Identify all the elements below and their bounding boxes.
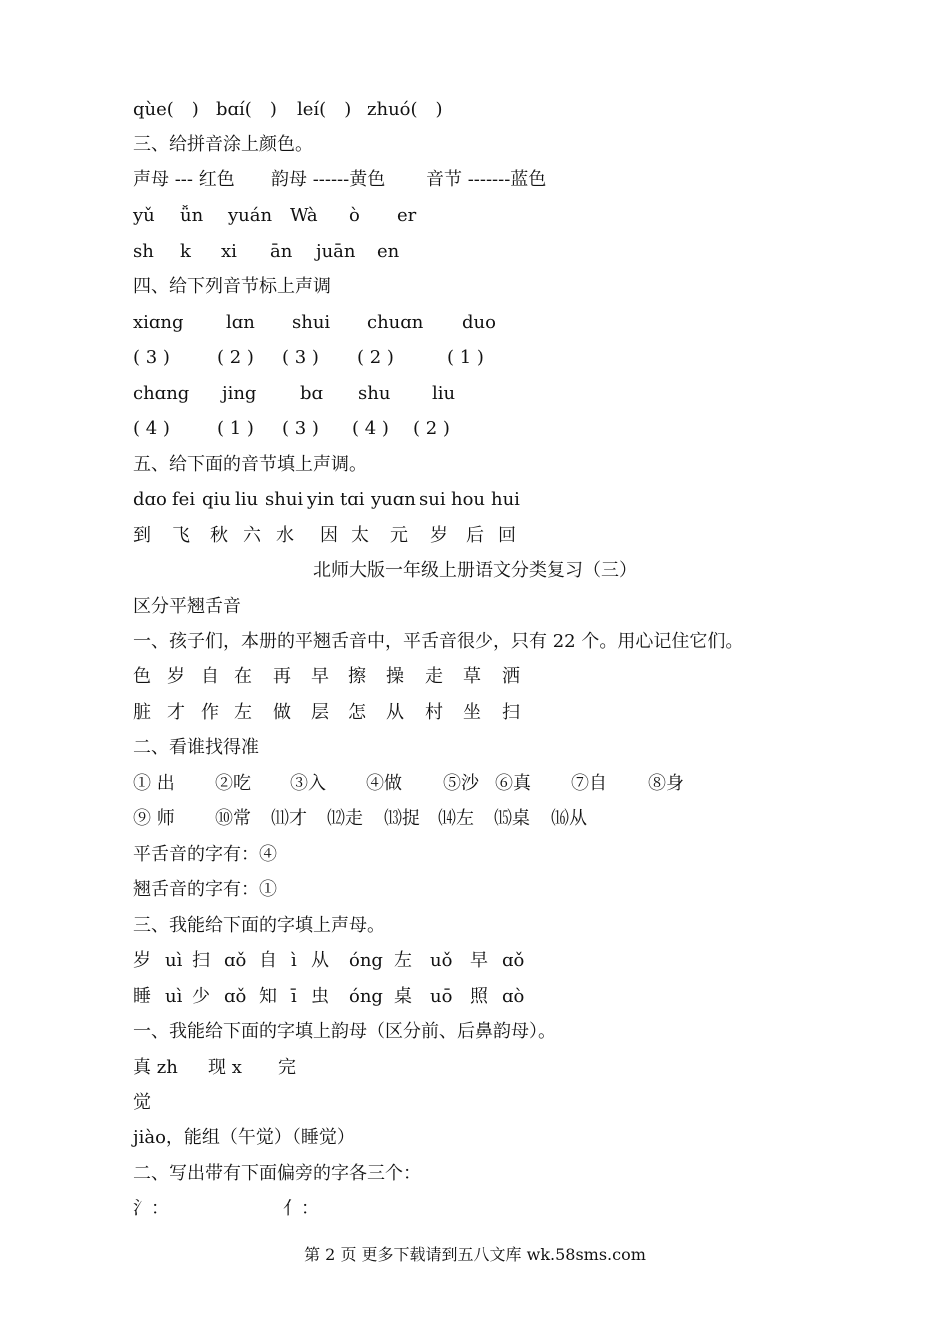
pinyin-item: k bbox=[180, 241, 191, 262]
character-row bbox=[133, 521, 833, 551]
pinyin-item: chuɑn bbox=[367, 312, 424, 333]
character: 岁 bbox=[430, 525, 448, 546]
pinyin-final: ɑǒ bbox=[224, 950, 247, 971]
character: 少 bbox=[192, 986, 210, 1007]
pinyin-item: hui bbox=[491, 489, 520, 510]
pinyin-final: óng bbox=[349, 950, 383, 971]
fill-item: 真 zh bbox=[133, 1057, 178, 1078]
legend-item: 声母 --- 红色 bbox=[133, 169, 235, 190]
pinyin-item: shui bbox=[265, 489, 304, 510]
pinyin-final: ɑǒ bbox=[502, 950, 525, 971]
section-heading: 二、看谁找得准 bbox=[133, 737, 259, 758]
pinyin-item: yuán bbox=[228, 205, 273, 226]
pinyin-item: ò bbox=[349, 205, 360, 226]
character-line: 觉 bbox=[133, 1092, 151, 1113]
pinyin-item: er bbox=[397, 205, 417, 226]
character: 飞 bbox=[172, 525, 190, 546]
character-row bbox=[133, 698, 833, 728]
character: 扫 bbox=[192, 950, 210, 971]
pinyin-final: ī bbox=[291, 986, 297, 1007]
pinyin-item: liu bbox=[235, 489, 259, 510]
pinyin-item: fei bbox=[172, 489, 196, 510]
character: 洒 bbox=[502, 666, 520, 687]
character: 作 bbox=[201, 702, 219, 723]
section-heading: 三、我能给下面的字填上声母。 bbox=[133, 915, 385, 936]
section-heading: 五、给下面的音节填上声调。 bbox=[133, 454, 367, 475]
numbered-character: ⒀捉 bbox=[384, 808, 420, 829]
numbered-character: ⑨ 师 bbox=[133, 808, 175, 829]
pinyin-item: liu bbox=[432, 383, 456, 404]
final-fill-row bbox=[133, 1053, 833, 1083]
pinyin-final: uō bbox=[430, 986, 453, 1007]
pinyin-final: uì bbox=[165, 950, 183, 971]
pinyin-row bbox=[133, 201, 833, 231]
pinyin-item: qiu bbox=[202, 489, 231, 510]
character: 从 bbox=[311, 950, 329, 971]
numbered-character-row bbox=[133, 769, 833, 799]
answer-line: 平舌音的字有：④ bbox=[133, 844, 277, 865]
radical-row bbox=[133, 1194, 833, 1224]
character: 因 bbox=[320, 525, 338, 546]
pinyin-item: chɑng bbox=[133, 383, 190, 404]
initial-fill-row bbox=[133, 982, 833, 1012]
character: 太 bbox=[351, 525, 369, 546]
pinyin-item: sh bbox=[133, 241, 154, 262]
tone-number: ( 1 ) bbox=[217, 418, 254, 439]
pinyin-item: dɑo bbox=[133, 489, 167, 510]
pinyin-row bbox=[133, 237, 833, 267]
pinyin-item: duo bbox=[462, 312, 496, 333]
numbered-character: ⑧身 bbox=[648, 773, 684, 794]
character: 擦 bbox=[348, 666, 366, 687]
fill-item: 现 x bbox=[208, 1057, 242, 1078]
pinyin-item: ān bbox=[270, 241, 293, 262]
character: 岁 bbox=[167, 666, 185, 687]
character: 自 bbox=[201, 666, 219, 687]
tone-number: ( 3 ) bbox=[282, 418, 319, 439]
character: 村 bbox=[425, 702, 443, 723]
pinyin-blank: qùe( ) bbox=[133, 99, 199, 120]
pinyin-row bbox=[133, 485, 833, 515]
word-group-line: jiào，能组（午觉）（睡觉） bbox=[133, 1127, 355, 1148]
pinyin-item: en bbox=[377, 241, 400, 262]
pinyin-item: juān bbox=[316, 241, 356, 262]
pinyin-item: Wà bbox=[290, 205, 318, 226]
fill-item: 完 bbox=[278, 1057, 296, 1078]
pinyin-blank: bɑí( ) bbox=[216, 99, 277, 120]
character: 怎 bbox=[348, 702, 366, 723]
pinyin-item: lɑn bbox=[226, 312, 255, 333]
numbered-character: ⒂桌 bbox=[494, 808, 530, 829]
character: 才 bbox=[167, 702, 185, 723]
pinyin-final: ì bbox=[291, 950, 297, 971]
character: 到 bbox=[133, 525, 151, 546]
numbered-character: ⒁左 bbox=[438, 808, 474, 829]
character: 走 bbox=[425, 666, 443, 687]
character: 知 bbox=[259, 986, 277, 1007]
section-heading: 二、写出带有下面偏旁的字各三个： bbox=[133, 1163, 421, 1184]
tone-number: ( 3 ) bbox=[133, 347, 170, 368]
pinyin-item: xi bbox=[221, 241, 237, 262]
character: 桌 bbox=[394, 986, 412, 1007]
character: 层 bbox=[311, 702, 329, 723]
pinyin-item: jing bbox=[222, 383, 257, 404]
character: 再 bbox=[273, 666, 291, 687]
character: 岁 bbox=[133, 950, 151, 971]
pinyin-item: hou bbox=[451, 489, 486, 510]
radical-item: 氵： bbox=[133, 1198, 169, 1219]
tone-number: ( 2 ) bbox=[357, 347, 394, 368]
character: 秋 bbox=[210, 525, 228, 546]
pinyin-final: uì bbox=[165, 986, 183, 1007]
pinyin-item: shu bbox=[358, 383, 391, 404]
character: 自 bbox=[259, 950, 277, 971]
character: 在 bbox=[234, 666, 252, 687]
character: 睡 bbox=[133, 986, 151, 1007]
page-footer: 第 2 页 更多下载请到五八文库 wk.58sms.com bbox=[304, 1245, 646, 1264]
character: 后 bbox=[466, 525, 484, 546]
character: 左 bbox=[394, 950, 412, 971]
numbered-character: ④做 bbox=[366, 773, 402, 794]
character: 元 bbox=[390, 525, 408, 546]
pinyin-item: tɑi bbox=[340, 489, 365, 510]
character: 坐 bbox=[463, 702, 481, 723]
character: 脏 bbox=[133, 702, 151, 723]
tone-number: ( 1 ) bbox=[447, 347, 484, 368]
section-heading: 一、我能给下面的字填上韵母（区分前、后鼻韵母）。 bbox=[133, 1021, 556, 1042]
numbered-character: ⑦自 bbox=[571, 773, 607, 794]
pinyin-final: uǒ bbox=[430, 950, 453, 971]
numbered-character: ⑩常 bbox=[215, 808, 251, 829]
character: 六 bbox=[243, 525, 261, 546]
pinyin-item: xiɑng bbox=[133, 312, 184, 333]
document-title: 北师大版一年级上册语文分类复习（三） bbox=[313, 560, 637, 581]
legend-item: 韵母 ------黄色 bbox=[271, 169, 386, 190]
numbered-character: ① 出 bbox=[133, 773, 175, 794]
numbered-character: ⑿走 bbox=[327, 808, 363, 829]
radical-item: 亻： bbox=[283, 1198, 319, 1219]
numbered-character: ⑤沙 bbox=[443, 773, 479, 794]
character: 回 bbox=[498, 525, 516, 546]
pinyin-final: óng bbox=[349, 986, 383, 1007]
character: 早 bbox=[311, 666, 329, 687]
pinyin-row bbox=[133, 308, 833, 338]
tone-row bbox=[133, 343, 833, 373]
numbered-character-row bbox=[133, 804, 833, 834]
pinyin-item: yuɑn bbox=[371, 489, 416, 510]
pinyin-final: ɑò bbox=[502, 986, 525, 1007]
pinyin-item: bɑ bbox=[300, 383, 324, 404]
color-legend-row bbox=[133, 165, 833, 195]
tone-row bbox=[133, 414, 833, 444]
answer-line: 翘舌音的字有：① bbox=[133, 879, 277, 900]
character: 从 bbox=[386, 702, 404, 723]
character: 虫 bbox=[311, 986, 329, 1007]
character: 操 bbox=[386, 666, 404, 687]
section-heading: 四、给下列音节标上声调 bbox=[133, 276, 331, 297]
character: 照 bbox=[470, 986, 488, 1007]
tone-number: ( 2 ) bbox=[217, 347, 254, 368]
character: 早 bbox=[470, 950, 488, 971]
pinyin-item: yin bbox=[307, 489, 335, 510]
initial-fill-row bbox=[133, 946, 833, 976]
instruction-text: 一、孩子们，本册的平翘舌音中，平舌音很少，只有 22 个。用心记住它们。 bbox=[133, 631, 744, 652]
pinyin-blank-row bbox=[133, 95, 833, 125]
character: 水 bbox=[276, 525, 294, 546]
tone-number: ( 2 ) bbox=[413, 418, 450, 439]
character: 做 bbox=[273, 702, 291, 723]
subsection-heading: 区分平翘舌音 bbox=[133, 596, 241, 617]
numbered-character: ②吃 bbox=[215, 773, 251, 794]
pinyin-blank: leí( ) bbox=[297, 99, 352, 120]
numbered-character: ⒃从 bbox=[551, 808, 587, 829]
character: 草 bbox=[463, 666, 481, 687]
tone-number: ( 4 ) bbox=[352, 418, 389, 439]
tone-number: ( 3 ) bbox=[282, 347, 319, 368]
character-row bbox=[133, 662, 833, 692]
numbered-character: ⑥真 bbox=[495, 773, 531, 794]
character: 左 bbox=[234, 702, 252, 723]
pinyin-item: shui bbox=[292, 312, 331, 333]
tone-number: ( 4 ) bbox=[133, 418, 170, 439]
pinyin-item: ǚn bbox=[180, 205, 204, 226]
numbered-character: ⑾才 bbox=[271, 808, 307, 829]
section-heading: 三、给拼音涂上颜色。 bbox=[133, 134, 313, 155]
character: 色 bbox=[133, 666, 151, 687]
pinyin-row bbox=[133, 379, 833, 409]
pinyin-blank: zhuó( ) bbox=[367, 99, 443, 120]
pinyin-item: yǔ bbox=[133, 205, 155, 226]
legend-item: 音节 -------蓝色 bbox=[426, 169, 547, 190]
numbered-character: ③入 bbox=[290, 773, 326, 794]
pinyin-item: sui bbox=[419, 489, 446, 510]
pinyin-final: ɑǒ bbox=[224, 986, 247, 1007]
character: 扫 bbox=[502, 702, 520, 723]
